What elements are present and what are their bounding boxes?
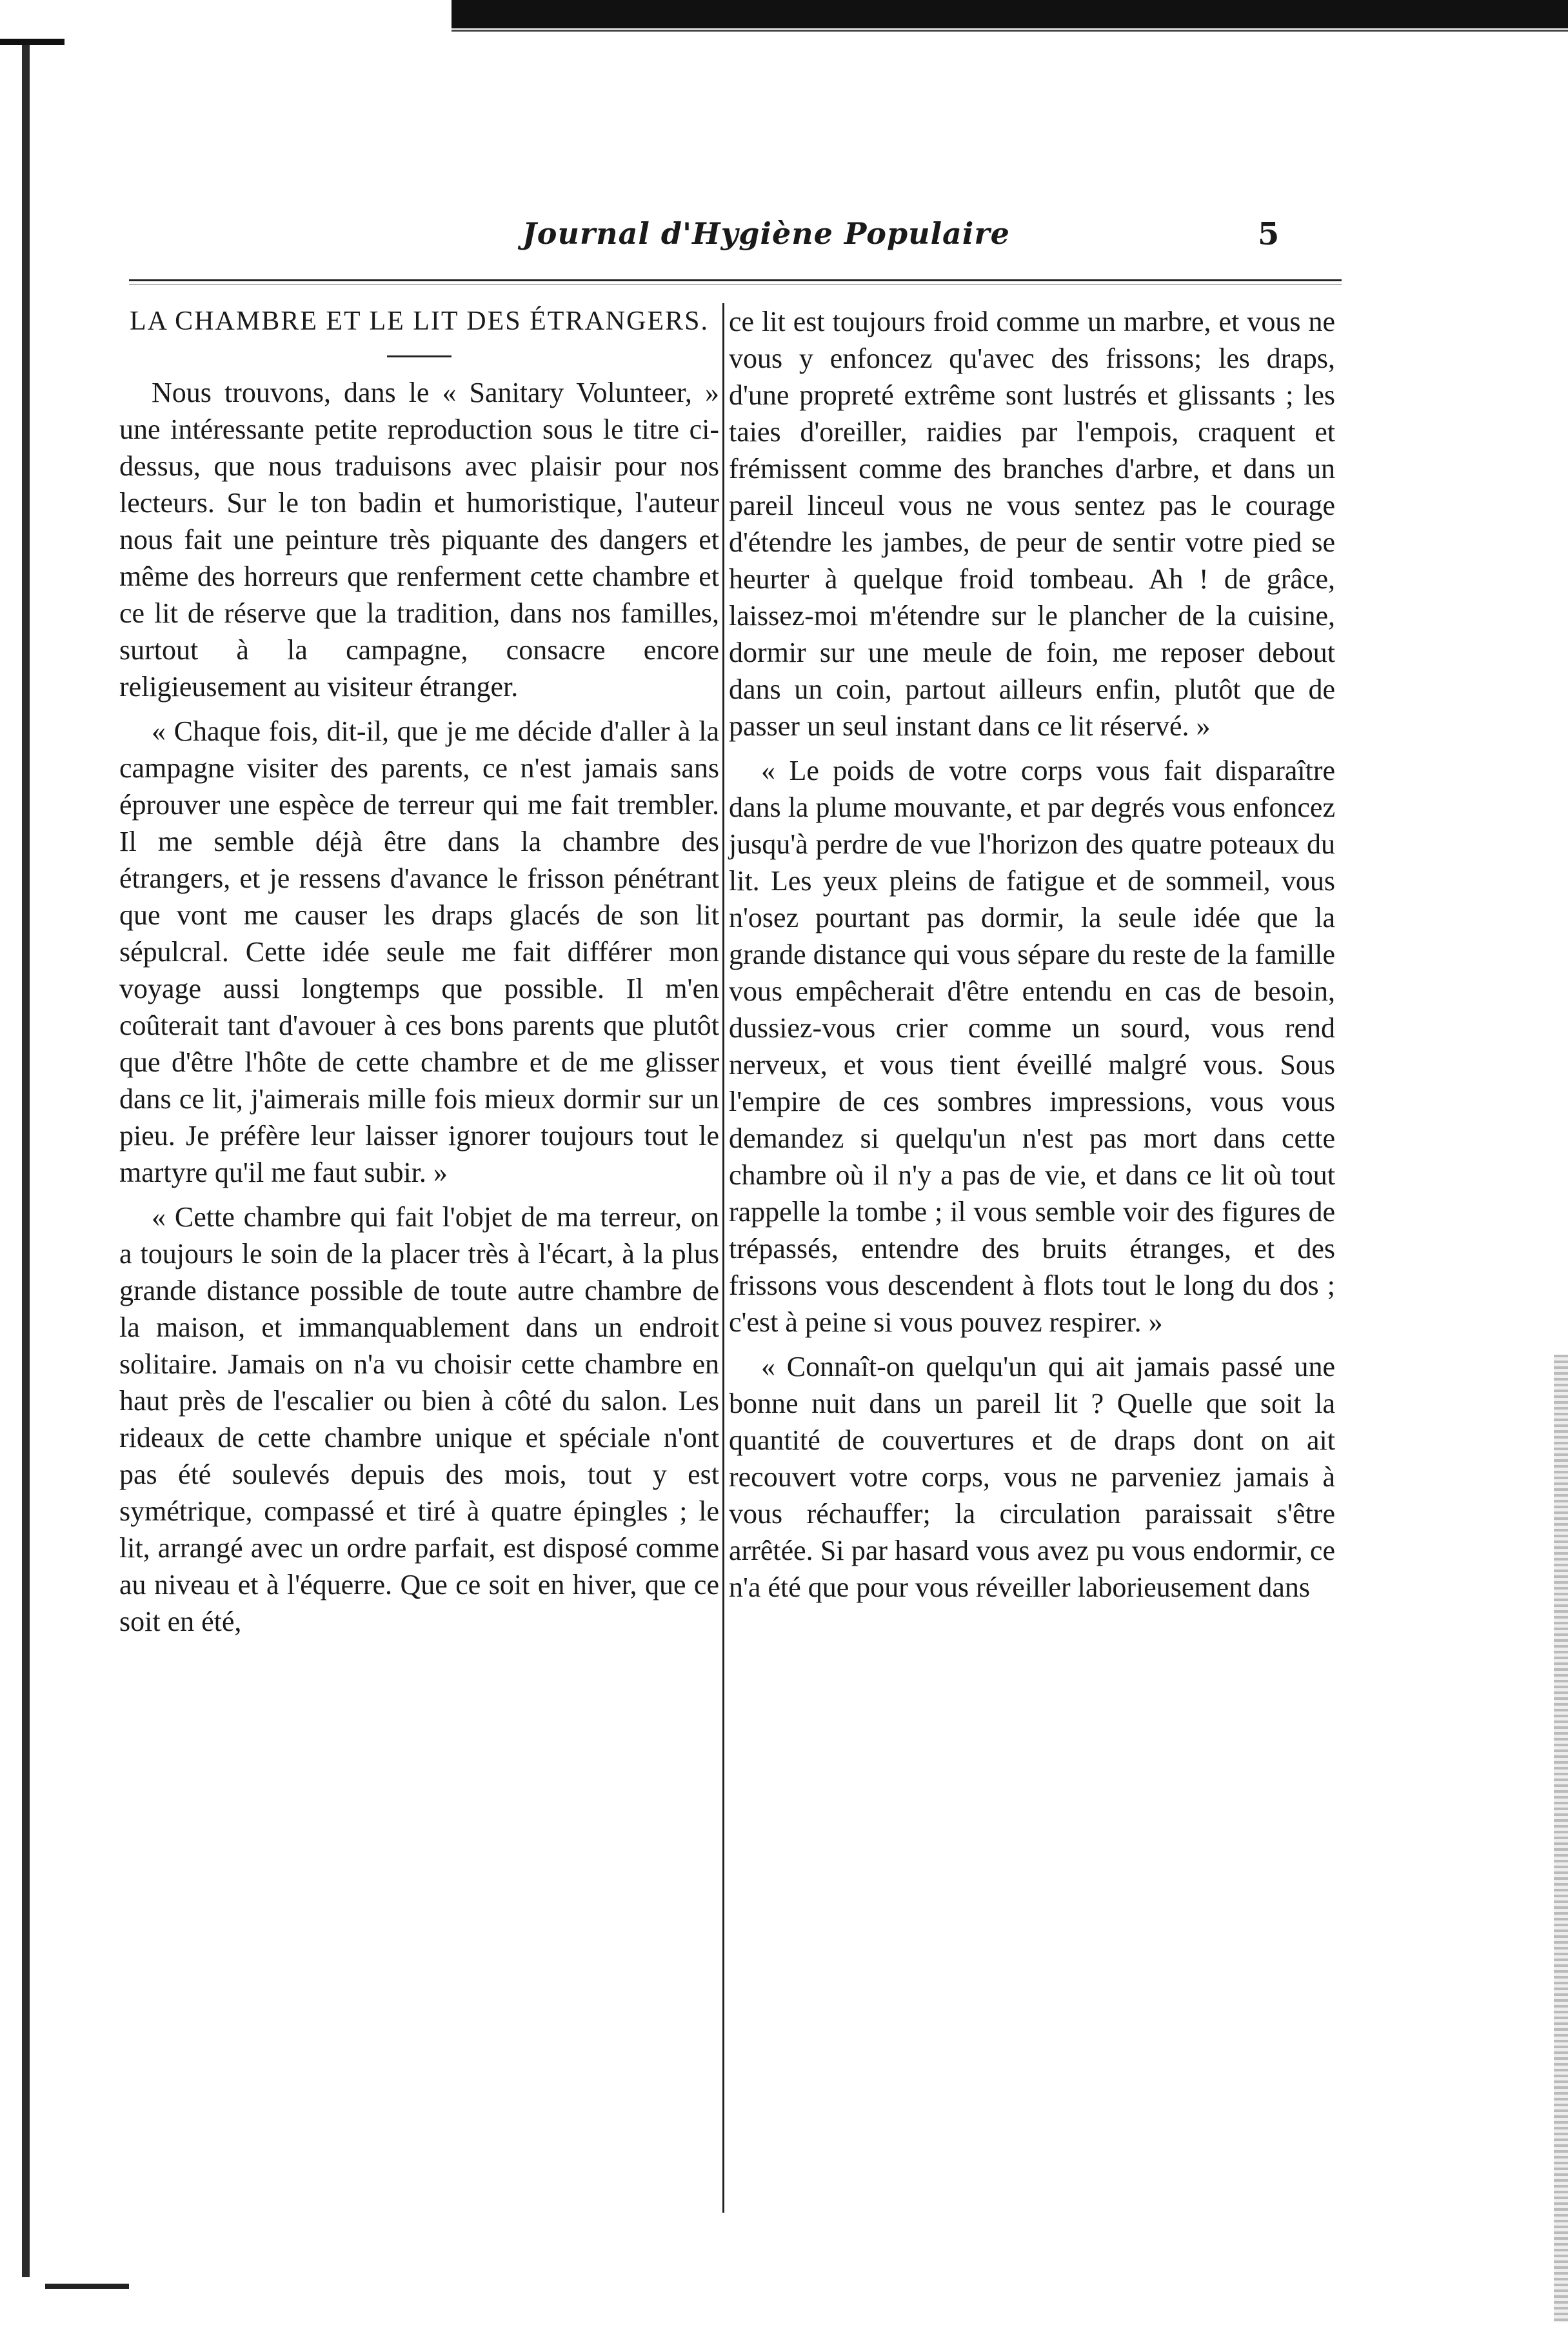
paragraph: « Connaît-on quelqu'un qui ait jamais passé une bonne nuit dans un pareil lit ? Quelle que soit la quantité de couvertures et de draps dont on ait recouvert votre corps, vous ne parveniez jamais à vous réchauffer; la circulation paraissait s'être arrêtée. Si par hasard vous avez pu vous endormir, ce n'a été que pour vous réveiller laborieusement dans [729,1351,1335,1603]
scan-top-border-line [452,30,1568,32]
title-rule [387,355,452,357]
article-title: LA CHAMBRE ET LE LIT DES ÉTRANGERS. [130,306,709,336]
journal-title: Journal d'Hygiène Populaire [522,216,1010,251]
column-divider [722,303,724,2213]
paragraph: « Cette chambre qui fait l'objet de ma terreur, on a toujours le soin de la placer très à l'écart, à la plus grande distance possible de toute autre chambre de la maison, et immanquablement dans un endroit solitaire. Jamais on n'a vu choisir cette chambre en haut près de l'escalier ou bien à côté du salon. Les rideaux de cette chambre unique et spéciale n'ont pas été soulevés depuis des mois, tout y est symétrique, compassé et tiré à quatre épingles ; le lit, arrangé avec un ordre parfait, est disposé comme au niveau et à l'équerre. Que ce soit en hiver, que ce soit en été, [119,1201,719,1637]
scan-bottom-mark [45,2284,129,2289]
paragraph: « Chaque fois, dit-il, que je me décide d'aller à la campagne visiter des parents, ce n'est jamais sans éprouver une espèce de terreur qui me fait trembler. Il me semble déjà être dans la chambre des étrangers, et je ressens d'avance le frisson pénétrant que vont me causer les draps glacés de son lit sépulcral. Cette idée seule me fait différer mon voyage aussi longtemps que possible. Il m'en coûterait tant d'avouer à ces bons parents que plutôt que d'être l'hôte de cette chambre et de me glisser dans ce lit, j'aimerais mille fois mieux dormir sur un pieu. Je préfère leur laisser ignorer toujours tout le martyre qu'il me faut subir. » [119,715,719,1188]
scan-corner-mark [0,39,65,45]
running-head [103,216,1329,268]
paragraph: Nous trouvons, dans le « Sanitary Volunteer, » une intéressante petite reproduction sous le titre ci-dessus, que nous traduisons avec plaisir pour nos lecteurs. Sur le ton badin et humoristique, l'auteur nous fait une peinture très piquante des dangers et même des horreurs que renferment cette chambre et ce lit de réserve que la tradition, dans nos familles, surtout à la campagne, consacre encore religieusement au visiteur étranger. [119,377,719,703]
paragraph: ce lit est toujours froid comme un marbre, et vous ne vous y enfoncez qu'avec des frissons; les draps, d'une propreté extrême sont lustrés et glissants ; les taies d'oreiller, raidies par l'empois, craquent et frémissent comme des branches d'arbre, et dans un pareil linceul vous ne vous sentez pas le courage d'étendre les jambes, de peur de sentir votre pied se heurter à quelque froid tombeau. Ah ! de grâce, laissez-moi m'étendre sur le plancher de la cuisine, dormir sur une meule de foin, me reposer debout dans un coin, partout ailleurs enfin, plutôt que de passer un seul instant dans ce lit réservé. » [729,306,1335,742]
paragraph: « Le poids de votre corps vous fait disparaître dans la plume mouvante, et par degrés vous enfoncez jusqu'à perdre de vue l'horizon des quatre poteaux du lit. Les yeux pleins de fatigue et de sommeil, vous n'osez pourtant pas dormir, la seule idée que la grande distance qui vous sépare du reste de la famille vous empêcherait d'être entendu en cas de besoin, dussiez-vous crier comme un sourd, vous rend nerveux, et vous tient éveillé malgré vous. Sous l'empire de ces sombres impressions, vous vous demandez si quelqu'un n'est pas mort dans cette chambre où il n'y a pas de vie, et dans ce lit où tout rappelle la tombe ; il vous semble voir des figures de trépassés, entendre des bruits étranges, et des frissons vous descendent à flots tout le long du dos ; c'est à peine si vous pouvez respirer. » [729,755,1335,1338]
scan-binding-edge [22,45,30,2277]
header-rule [129,279,1342,281]
scan-right-edge [1554,1355,1568,2322]
right-column [729,303,1335,1613]
scan-top-border [452,0,1568,28]
left-column [119,303,719,1648]
page-number: 5 [1258,216,1280,252]
